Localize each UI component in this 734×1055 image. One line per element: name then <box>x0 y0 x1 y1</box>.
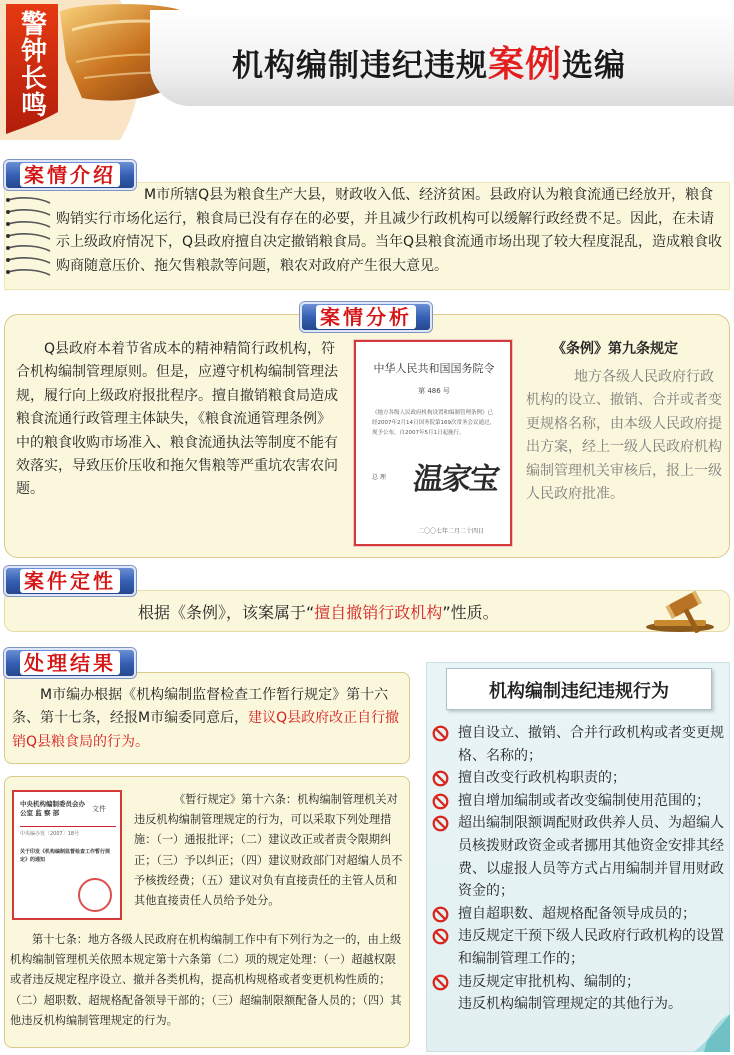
violation-text: 违反规定干预下级人民政府行政机构的设置和编制管理工作的； <box>458 928 724 967</box>
intro-tag-label: 案情介绍 <box>20 163 120 187</box>
result-tag <box>4 648 136 678</box>
violation-text: 擅自设立、撤销、合并行政机构或者变更规格、名称的； <box>458 725 724 764</box>
title-highlight: 案例 <box>488 44 563 85</box>
violation-item <box>432 790 728 813</box>
decree-body: 《地方各级人民政府机构设置和编制管理条例》已经2007年2月14日国务院第169次常务会议通过，现予公布，自2007年5月1日起施行。 <box>372 410 495 436</box>
decree-heading: 中华人民共和国国务院令 <box>373 362 495 375</box>
intro-text: M市所辖Q县为粮食生产大县，财政收入低、经济贫困。县政府认为粮食流通已经放开，粮食购销实行市场化运行，粮食局已没有存在的必要，并且减少行政机构可以缓解行政经费不足。因此，在未请示上级政府情况下，Q县政府擅自决定撤销粮食局。当年Q县粮食流通市场出现了较大程度混乱，造成粮食收购商随意压价、拖欠售粮款等问题，粮农对政府产生很大意见。 <box>56 187 723 274</box>
document-type: 文件 <box>92 805 106 813</box>
rule-text: 地方各级人民政府行政机构的设立、撤销、合并或者变更规格名称，由本级人民政府提出方案，经上一级人民政府机构编制管理机关审核后，报上一级人民政府批准。 <box>526 369 722 503</box>
state-council-decree-image <box>354 340 512 546</box>
regulation-document-image <box>12 790 122 920</box>
regulation-article-16: 《暂行规定》第十六条：机构编制管理机关对违反机构编制管理规定的行为，可以采取下列处理措施：（一）通报批评；（二）建议改正或者责令限期纠正；（三）予以纠正；（四）建议财政部门对超编人员不予核拨经费；（五）建议对负有直接责任的主管人员和其他直接责任人员给予处分。 <box>134 793 403 908</box>
violation-item <box>432 903 728 926</box>
document-rule <box>20 826 116 827</box>
decree-signature-label: 总 理 <box>372 474 386 481</box>
result-highlight: 建议Q县政府改正自行撤销Q县粮食局的行为。 <box>12 710 400 750</box>
decree-number: 第 486 号 <box>418 387 450 395</box>
nature-tag <box>4 566 136 596</box>
nature-text <box>138 600 499 623</box>
badge-char: 长 <box>20 64 47 94</box>
notebook-spiral-icon <box>4 194 54 286</box>
badge-char: 钟 <box>20 37 47 67</box>
analysis-tag <box>300 302 432 332</box>
violation-text: 擅自增加编制或者改变编制使用范围的； <box>458 792 710 809</box>
violation-text: 违反规定审批机构、编制的； <box>458 973 640 990</box>
violation-text: 擅自超职数、超规格配备领导成员的； <box>458 905 696 922</box>
badge-text <box>10 6 58 124</box>
title-part: 选编 <box>562 48 627 84</box>
gavel-icon <box>640 587 724 633</box>
prohibited-icon <box>432 770 449 787</box>
violation-text: 擅自改变行政机构职责的； <box>458 770 626 787</box>
analysis-tag-label: 案情分析 <box>316 305 416 329</box>
violation-item <box>432 812 728 902</box>
title-part: 机构编制违纪违规 <box>232 48 488 84</box>
prohibited-icon <box>432 928 449 945</box>
prohibited-icon <box>432 974 449 991</box>
document-org: 中央机构编制委员会办公室 监 察 部 <box>20 800 85 817</box>
decree-date: 二〇〇七年二月二十四日 <box>418 528 485 535</box>
violation-item <box>432 722 728 767</box>
badge-char: 警 <box>20 10 47 40</box>
regulation-article-17: 第十七条：地方各级人民政府在机构编制工作中有下列行为之一的，由上级机构编制管理机关依照本规定第十六条第（二）项的规定处理：（一）超越权限或者违反规定程序设立、撤并各类机构，提高机构规格或者变更机构性质的；（二）超职数、超规格配备领导干部的；（三）超编制限额配备人员的；（四）其他违反机构编制管理规定的行为。 <box>10 933 402 1027</box>
page-curl-icon <box>694 1014 730 1052</box>
decree-signature: 温家宝 <box>411 462 500 497</box>
prohibited-icon <box>432 815 449 832</box>
red-seal-icon <box>78 878 112 912</box>
result-tag-label: 处理结果 <box>20 651 120 675</box>
result-text <box>12 684 410 754</box>
violations-title: 机构编制违纪违规行为 <box>489 681 669 702</box>
header <box>0 0 734 140</box>
rule-title: 《条例》第九条规定 <box>552 341 678 357</box>
violation-item <box>432 767 728 790</box>
violation-text: 超出编制限额调配财政供养人员、为超编人员核拨财政资金或者挪用其他资金安排其经费、以虚报人员等方式占用编制并冒用财政资金的； <box>458 815 724 900</box>
nature-text-part: 根据《条例》，该案属于“ <box>138 603 315 622</box>
result-text-part: M市编办根据《机构编制监督检查工作暂行规定》第十六条、第十七条，经报M市编委同意后， <box>12 687 389 727</box>
nature-highlight: 擅自撤销行政机构 <box>314 603 443 622</box>
nature-tag-label: 案件定性 <box>20 569 120 593</box>
violation-text: 违反机构编制管理规定的其他行为。 <box>458 996 682 1013</box>
analysis-text: Q县政府本着节省成本的精神精简行政机构，符合机构编制管理原则。但是，应遵守机构编制管理法规，履行向上级政府报批程序。擅自撤销粮食局造成粮食流通行政管理主体缺失，《粮食流通管理条例》中的粮食收购市场准入、粮食流通执法等制度不能有效落实，导致压价压收和拖欠售粮等严重坑农害农问题。 <box>16 341 338 498</box>
violation-item <box>432 993 728 1016</box>
prohibited-icon <box>432 725 449 742</box>
violation-item <box>432 971 728 994</box>
nature-text-part: ”性质。 <box>442 603 499 622</box>
violations-list <box>432 722 728 1016</box>
badge-char: 鸣 <box>20 91 47 121</box>
violation-item <box>432 925 728 970</box>
page-title <box>232 36 626 87</box>
document-ref: 中央编办发〔2007〕18号 <box>20 831 80 837</box>
prohibited-icon <box>432 793 449 810</box>
document-subject: 关于印发《机构编制监督检查工作暂行规定》的通知 <box>20 849 111 863</box>
prohibited-icon <box>432 906 449 923</box>
